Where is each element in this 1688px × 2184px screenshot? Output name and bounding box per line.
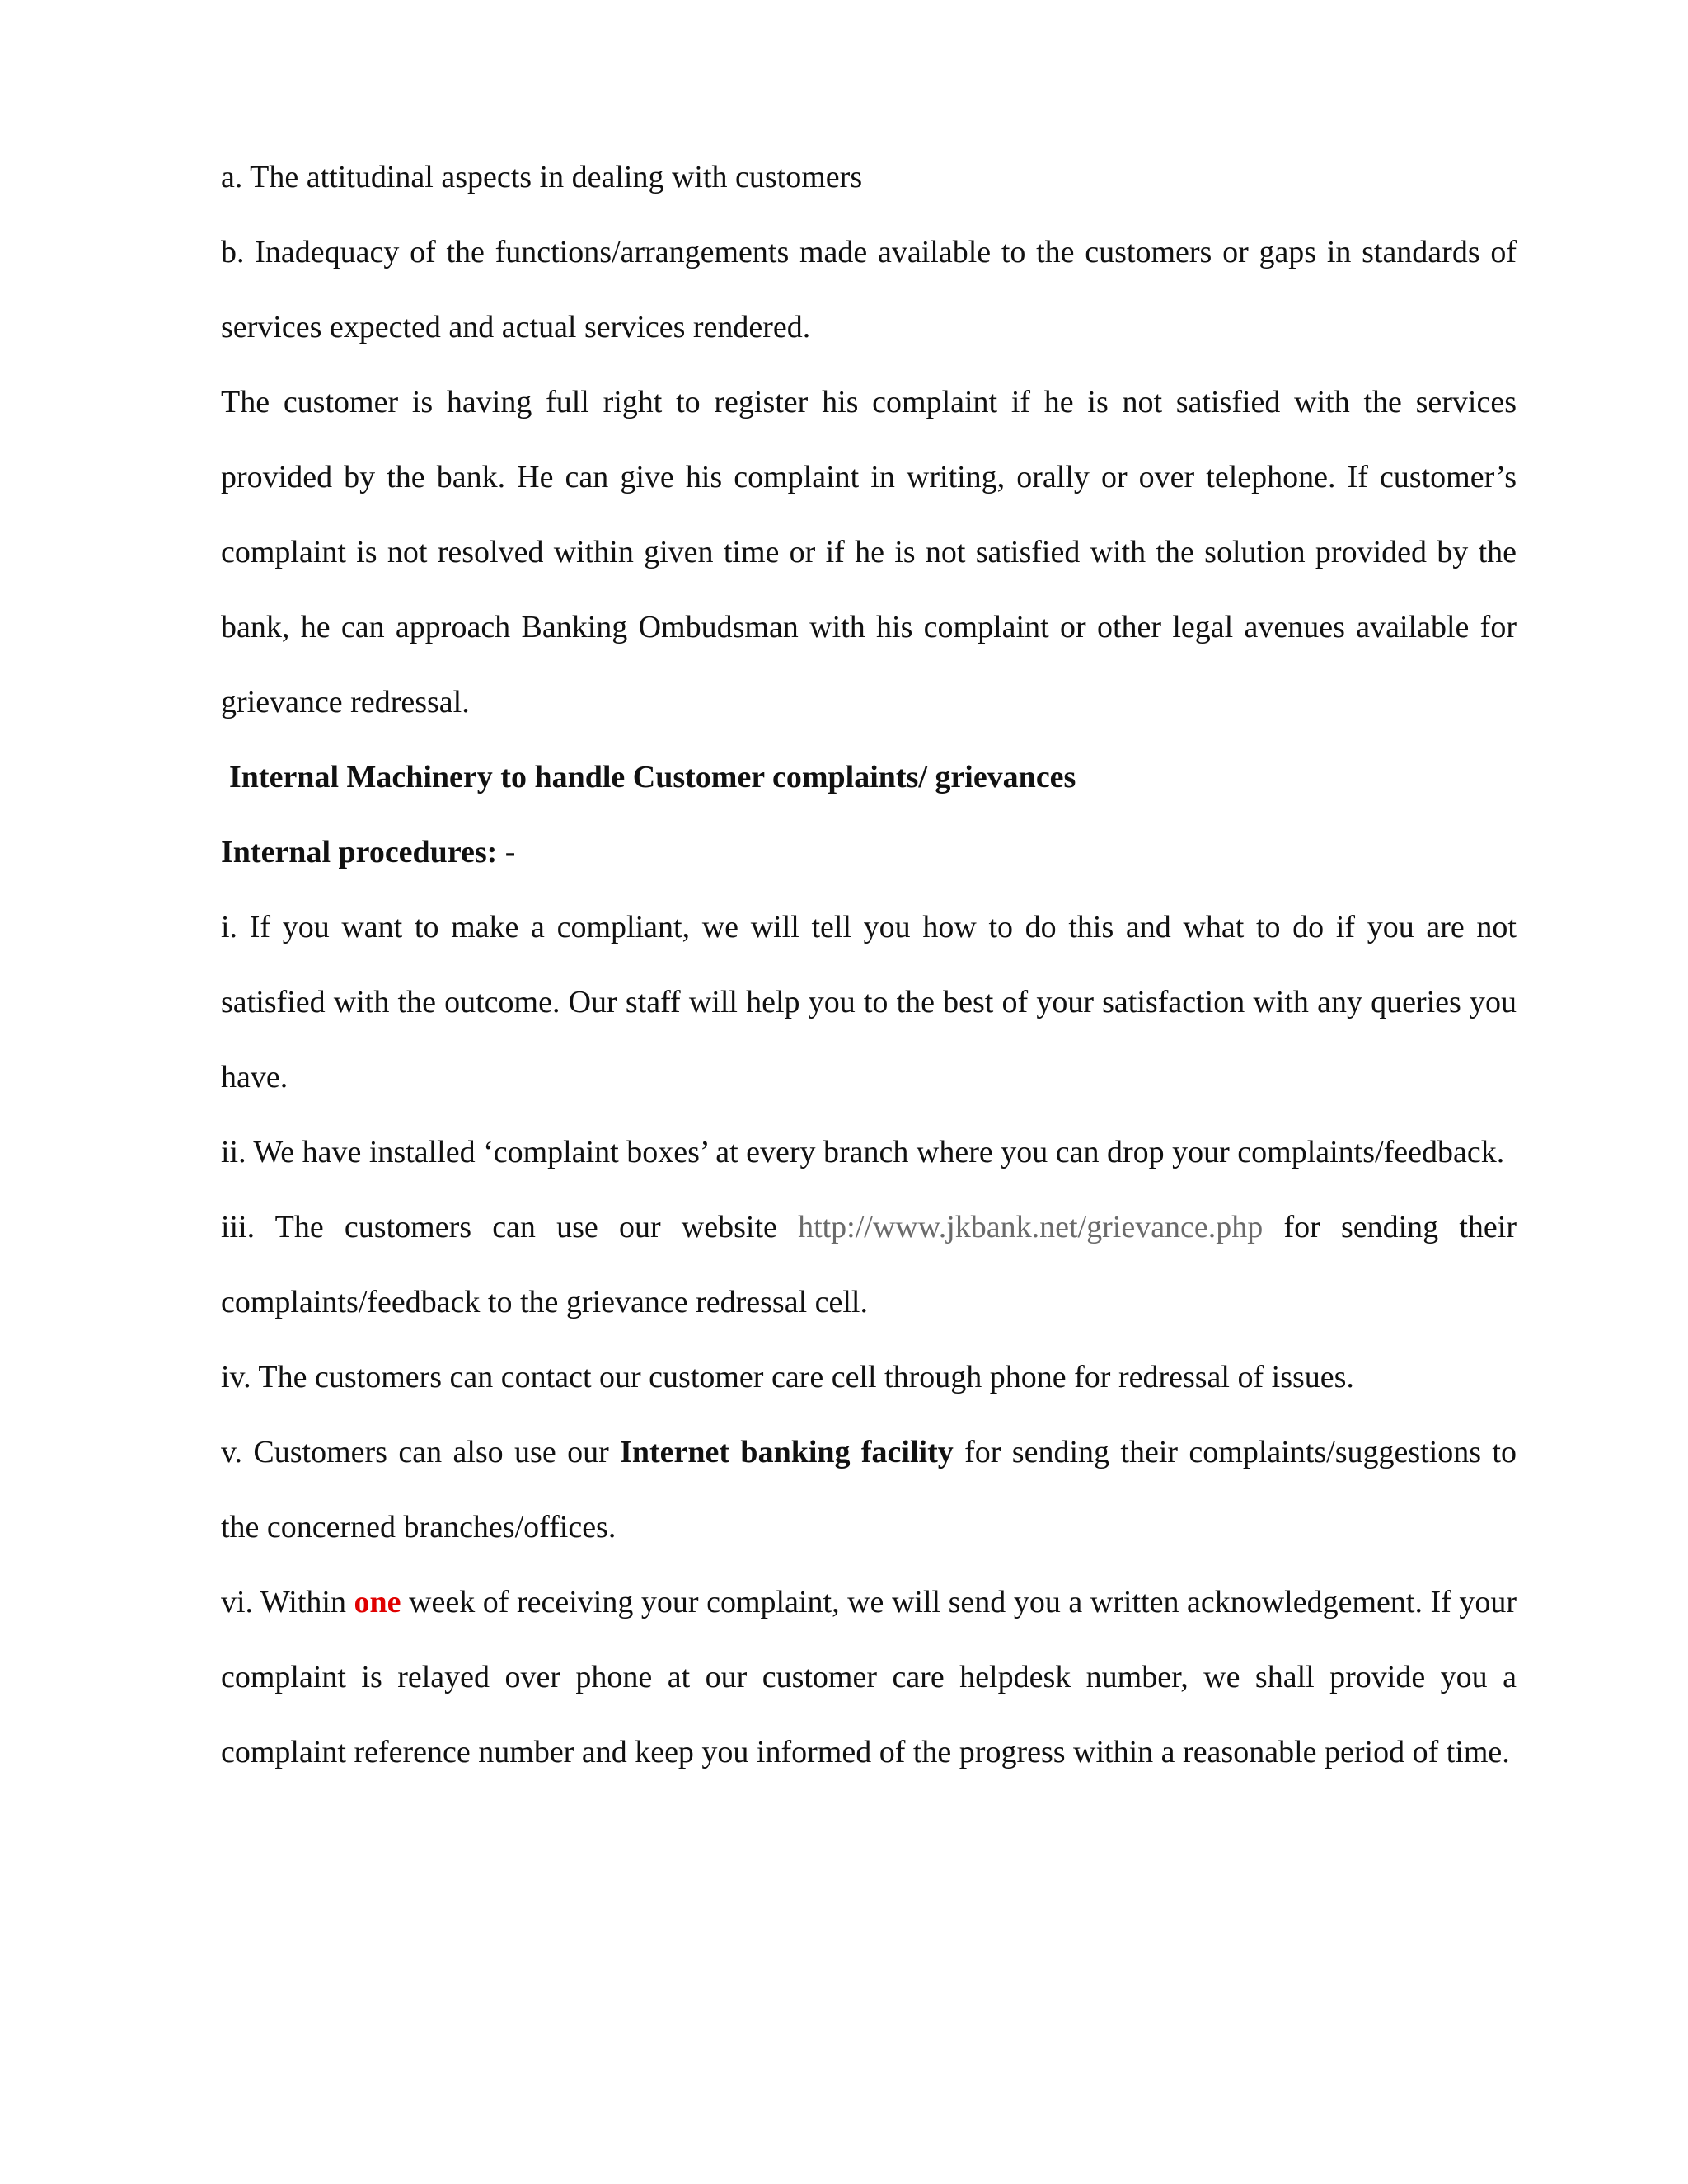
item-vi-text-before: vi. Within xyxy=(221,1585,354,1619)
paragraph-b: b. Inadequacy of the functions/arrangements made available to the customers or gaps in standards of services expected and actual services rendered. xyxy=(221,235,1517,344)
item-v-text-before: v. Customers can also use our xyxy=(221,1435,621,1469)
item-iii-text-after: for sending their complaints/feedback to the grievance redressal cell. xyxy=(221,1210,1517,1319)
item-vi xyxy=(221,1565,1517,1790)
internet-banking-facility-text: Internet banking facility xyxy=(620,1435,954,1469)
heading-internal-procedures: Internal procedures: - xyxy=(221,835,516,869)
item-ii: ii. We have installed ‘complaint boxes’ at every branch where you can drop your complaints/feedback. xyxy=(221,1135,1505,1169)
item-vi-text-after: week of receiving your complaint, we will send you a written acknowledgement. If your complaint is relayed over phone at our customer care helpdesk number, we shall provide you a complaint reference number and keep you informed of the progress within a reasonable period of time. xyxy=(221,1585,1517,1769)
item-iv: iv. The customers can contact our customer care cell through phone for redressal of issues. xyxy=(221,1360,1354,1394)
item-iii-text-before: iii. The customers can use our website xyxy=(221,1210,799,1244)
paragraph-customer-right: The customer is having full right to register his complaint if he is not satisfied with the services provided by the bank. He can give his complaint in writing, orally or over telephone. If customer’s complaint is not resolved within given time or if he is not satisfied with the solution provided by the bank, he can approach Banking Ombudsman with his complaint or other legal avenues available for grievance redressal. xyxy=(221,385,1517,719)
heading-internal-machinery: Internal Machinery to handle Customer complaints/ grievances xyxy=(229,760,1076,794)
paragraph-a: a. The attitudinal aspects in dealing with customers xyxy=(221,160,863,194)
document-page xyxy=(221,140,1517,1790)
item-i: i. If you want to make a compliant, we will tell you how to do this and what to do if you are not satisfied with the outcome. Our staff will help you to the best of your satisfaction with any queries you have. xyxy=(221,910,1517,1094)
grievance-website-link[interactable]: http://www.jkbank.net/grievance.php xyxy=(798,1210,1264,1244)
item-v xyxy=(221,1415,1517,1565)
item-v-text-after: for sending their complaints/suggestions to the concerned branches/offices. xyxy=(221,1435,1517,1544)
item-iii xyxy=(221,1190,1517,1340)
highlight-one-text: one xyxy=(354,1585,401,1619)
